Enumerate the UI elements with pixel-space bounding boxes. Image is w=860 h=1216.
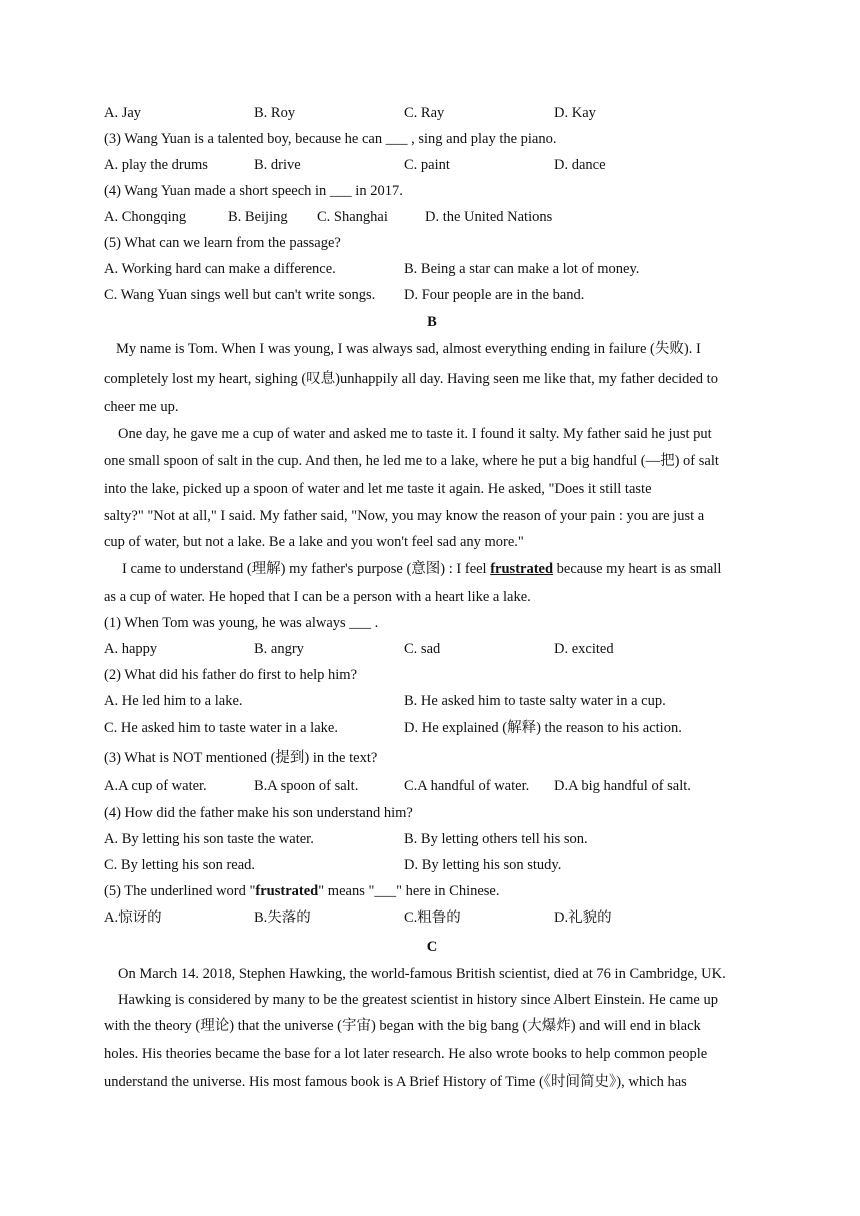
paragraph-line	[122, 559, 721, 579]
question-text: (4) How did the father make his son understand him?	[104, 805, 413, 821]
paragraph-line: On March 14. 2018, Stephen Hawking, the world-famous British scientist, died at 76 in Cambridge, UK.	[118, 966, 726, 982]
option-c: C.A handful of water.	[404, 778, 530, 794]
text: because my heart is as small	[553, 561, 722, 577]
question-text: (2) What did his father do first to help him?	[104, 667, 358, 683]
option-a: A.A cup of water.	[104, 778, 207, 794]
question-text: (4) Wang Yuan made a short speech in ___ in 2017.	[104, 183, 403, 199]
option-b: B.失落的	[254, 910, 311, 926]
paragraph-line: into the lake, picked up a spoon of water and let me taste it again. He asked, "Does it still taste	[104, 481, 652, 497]
paragraph-line: completely lost my heart, sighing (叹息)unhappily all day. Having seen me like that, my father decided to	[104, 371, 718, 387]
question-text: (1) When Tom was young, he was always ___ .	[104, 615, 379, 631]
text: (5) The underlined word "	[104, 883, 256, 899]
option-d: D. excited	[554, 641, 614, 657]
option-c: C. sad	[404, 641, 441, 657]
option-b: B. He asked him to taste salty water in a cup.	[404, 693, 666, 709]
option-b: B. drive	[254, 157, 301, 173]
option-b: B.A spoon of salt.	[254, 778, 359, 794]
section-heading: C	[426, 939, 438, 955]
option-d: D. the United Nations	[425, 209, 553, 225]
text: " means "___" here in Chinese.	[318, 883, 500, 899]
option-d: D. Kay	[554, 105, 596, 121]
paragraph-line: One day, he gave me a cup of water and asked me to taste it. I found it salty. My father said he just put	[118, 426, 712, 442]
option-c: C.粗鲁的	[404, 910, 461, 926]
underlined-word: frustrated	[490, 561, 554, 577]
question-text: (3) Wang Yuan is a talented boy, because he can ___ , sing and play the piano.	[104, 131, 557, 147]
question-text	[104, 881, 500, 901]
option-a: A. Working hard can make a difference.	[104, 261, 336, 277]
option-b: B. Roy	[254, 105, 296, 121]
text: I came to understand (理解) my father's purpose (意图) : I feel	[122, 561, 491, 577]
option-b: B. By letting others tell his son.	[404, 831, 588, 847]
paragraph-line: holes. His theories became the base for a lot later research. He also wrote books to help common people	[104, 1046, 708, 1062]
paragraph-line: as a cup of water. He hoped that I can be a person with a heart like a lake.	[104, 589, 531, 605]
option-a: A.惊讶的	[104, 910, 162, 926]
option-a: A. happy	[104, 641, 158, 657]
option-c: C. Shanghai	[317, 209, 388, 225]
option-a: A. play the drums	[104, 157, 208, 173]
option-c: C. Ray	[404, 105, 445, 121]
option-b: B. Beijing	[228, 209, 288, 225]
paragraph-line: one small spoon of salt in the cup. And then, he led me to a lake, where he put a big handful (—把) of salt	[104, 453, 719, 469]
option-a: A. He led him to a lake.	[104, 693, 243, 709]
option-d: D. By letting his son study.	[404, 857, 562, 873]
option-d: D. He explained (解释) the reason to his action.	[404, 720, 682, 736]
option-d: D.A big handful of salt.	[554, 778, 691, 794]
paragraph-line: My name is Tom. When I was young, I was always sad, almost everything ending in failure (失败). I	[116, 341, 701, 357]
bold-word: frustrated	[255, 883, 319, 899]
option-b: B. Being a star can make a lot of money.	[404, 261, 640, 277]
option-a: A. By letting his son taste the water.	[104, 831, 314, 847]
option-c: C. By letting his son read.	[104, 857, 256, 873]
option-c: C. Wang Yuan sings well but can't write songs.	[104, 287, 376, 303]
question-text: (3) What is NOT mentioned (提到) in the text?	[104, 750, 378, 766]
option-a: A. Jay	[104, 105, 142, 121]
option-d: D.礼貌的	[554, 910, 612, 926]
option-c: C. He asked him to taste water in a lake.	[104, 720, 338, 736]
paragraph-line: cheer me up.	[104, 399, 179, 415]
option-c: C. paint	[404, 157, 450, 173]
paragraph-line: salty?" "Not at all," I said. My father said, "Now, you may know the reason of your pain : you are just a	[104, 508, 705, 524]
option-d: D. dance	[554, 157, 606, 173]
paragraph-line: Hawking is considered by many to be the greatest scientist in history since Albert Einstein. He came up	[118, 992, 718, 1008]
paragraph-line: cup of water, but not a lake. Be a lake and you won't feel sad any more."	[104, 534, 524, 550]
question-text: (5) What can we learn from the passage?	[104, 235, 341, 251]
section-heading: B	[427, 314, 437, 330]
option-d: D. Four people are in the band.	[404, 287, 585, 303]
paragraph-line: understand the universe. His most famous book is A Brief History of Time (《时间简史》), which has	[104, 1074, 687, 1090]
option-a: A. Chongqing	[104, 209, 187, 225]
paragraph-line: with the theory (理论) that the universe (宇宙) began with the big bang (大爆炸) and will end in black	[104, 1018, 701, 1034]
option-b: B. angry	[254, 641, 304, 657]
